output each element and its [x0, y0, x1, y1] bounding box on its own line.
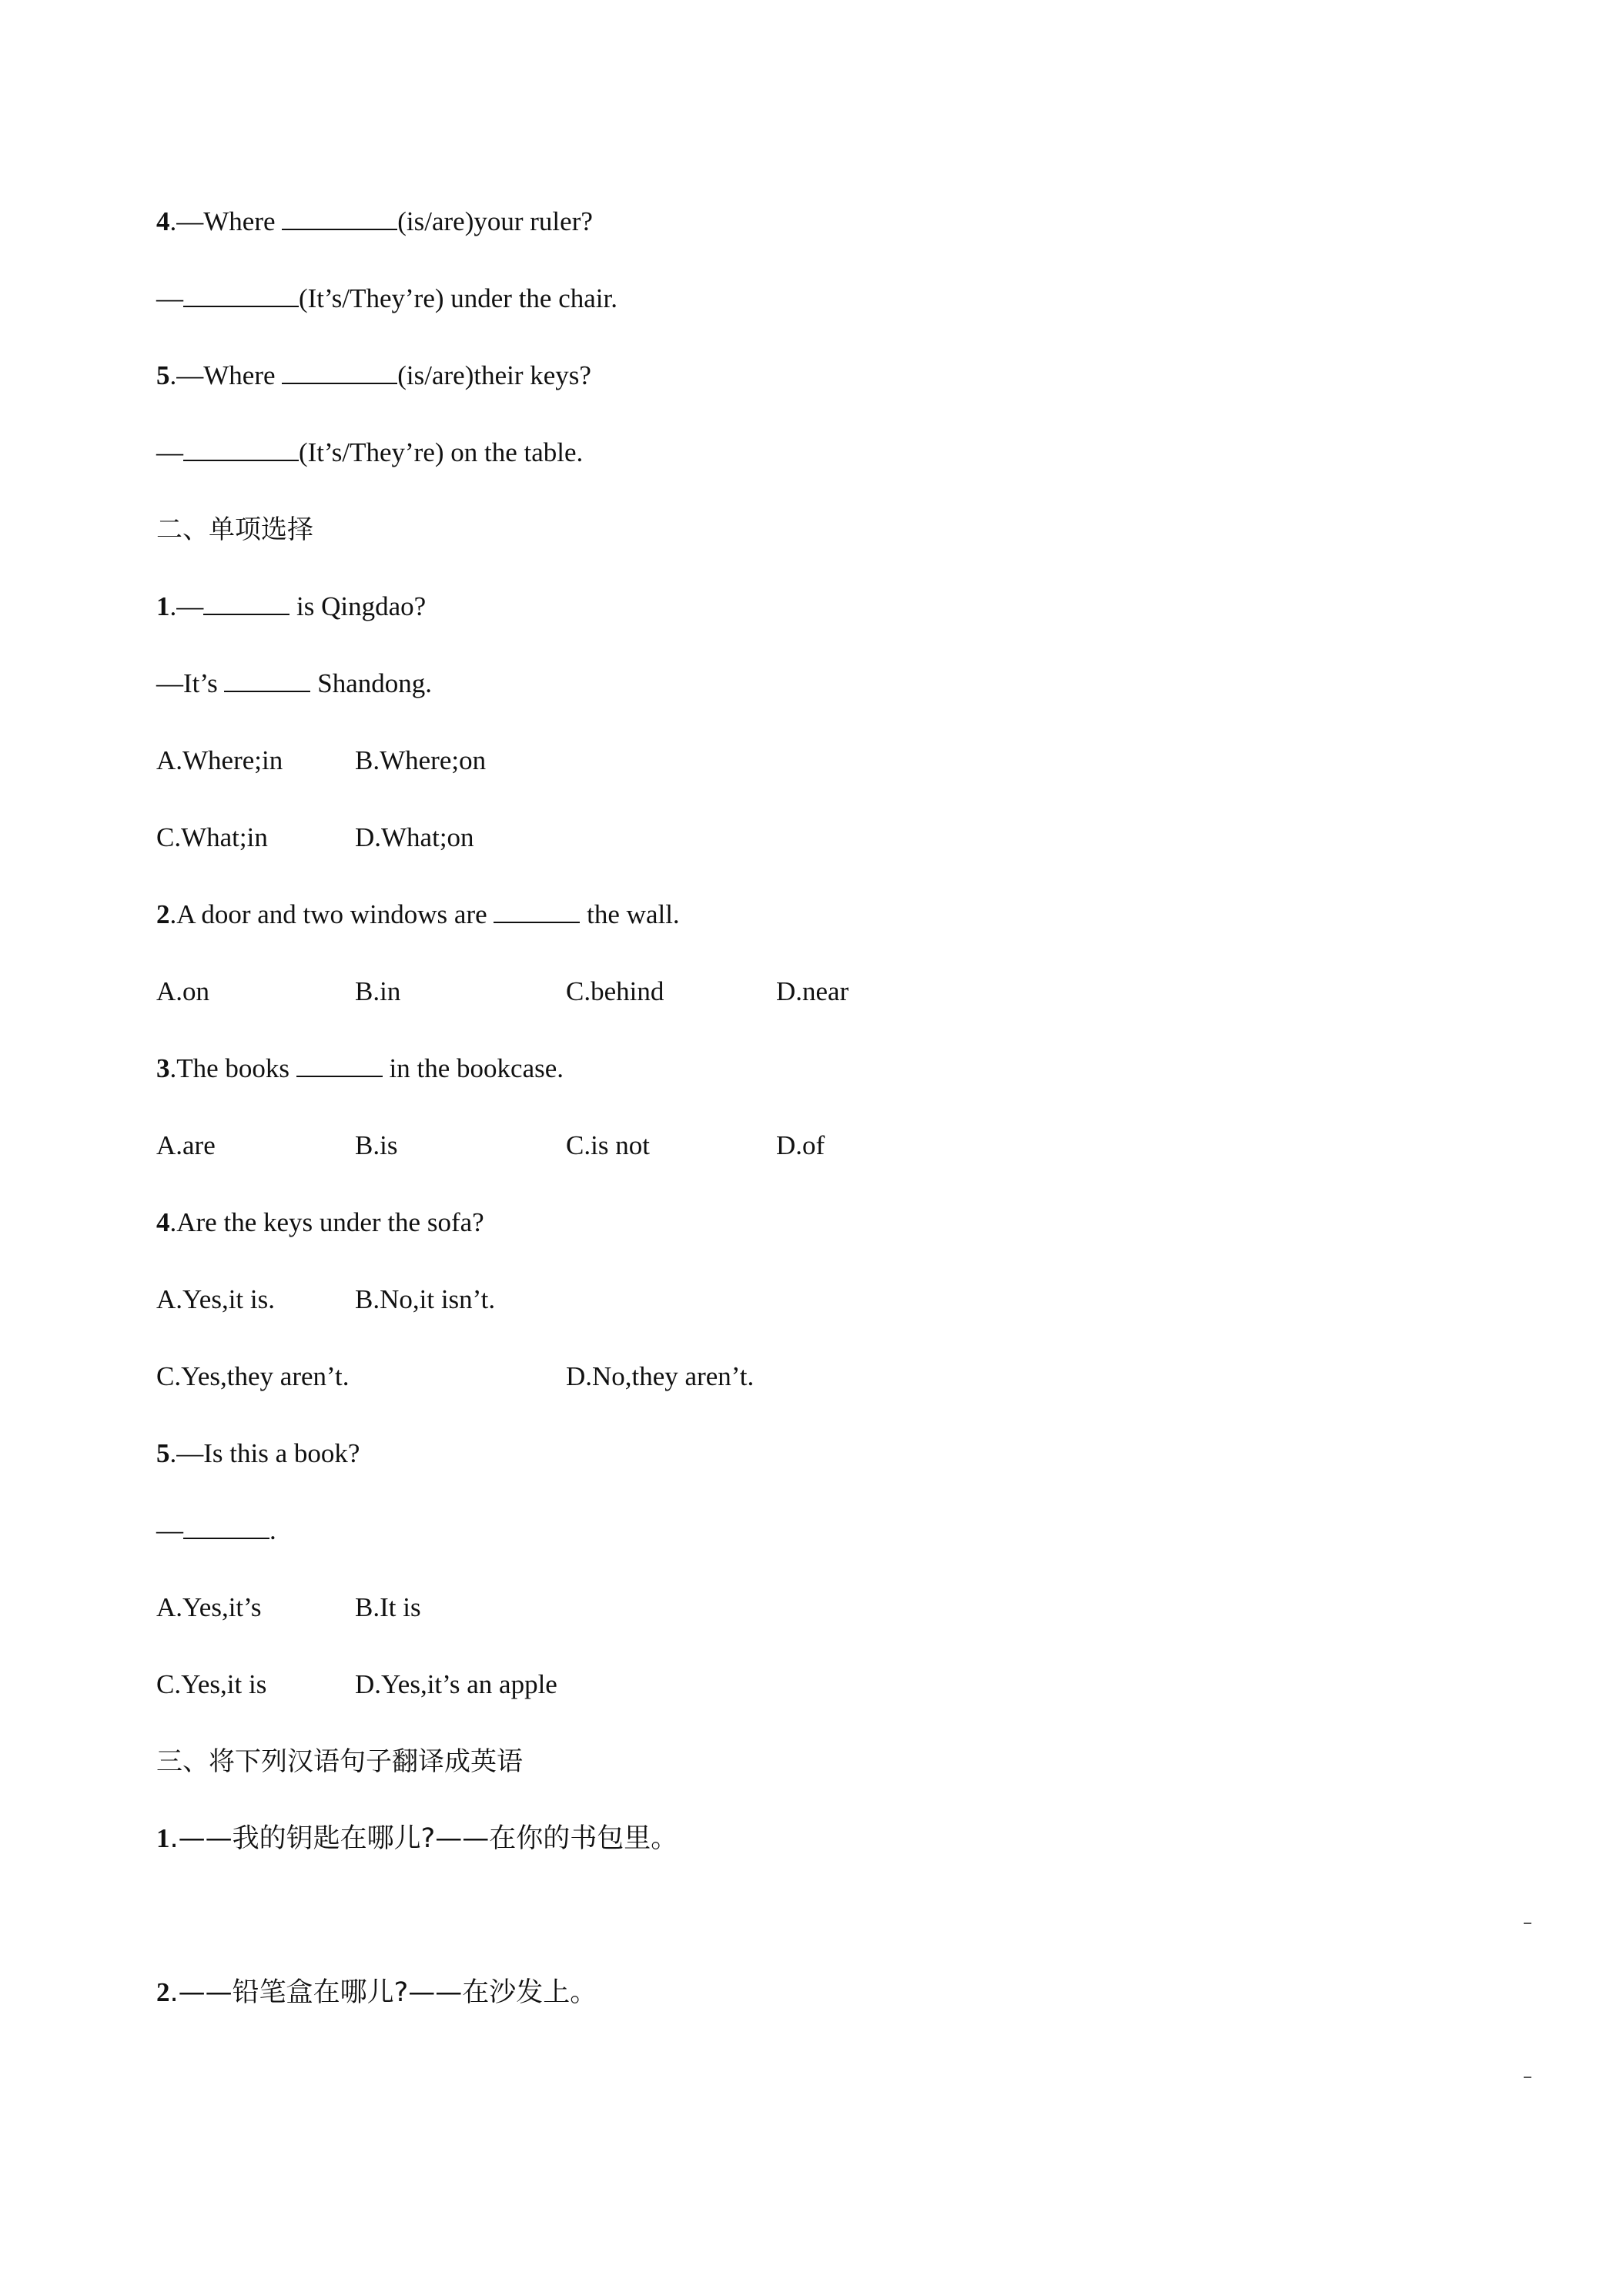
mc-question-1-line1 — [156, 590, 426, 624]
option-a[interactable]: A.Yes,it’s — [156, 1592, 262, 1622]
option-b[interactable]: B.Where;on — [355, 745, 487, 775]
answer-blank[interactable] — [183, 1514, 269, 1539]
question-number: 5 — [156, 360, 170, 390]
dash: — — [156, 437, 183, 467]
fill-question-4-line2 — [156, 282, 617, 316]
option-d[interactable]: D.Yes,it’s an apple — [355, 1669, 557, 1699]
question-text: .—Is this a book? — [169, 1438, 360, 1468]
question-text: (is/are)your ruler? — [397, 206, 593, 236]
section-heading-multiple-choice: 二、单项选择 — [156, 514, 313, 545]
question-text: .——铅笔盒在哪儿?——在沙发上。 — [169, 1977, 597, 2008]
answer-line-end-mark — [1524, 1923, 1531, 1924]
section-heading-translation: 三、将下列汉语句子翻译成英语 — [156, 1746, 523, 1777]
option-d[interactable]: D.of — [776, 1130, 825, 1160]
question-text: in the bookcase. — [382, 1053, 564, 1083]
question-text: the wall. — [580, 899, 680, 929]
mc-question-3 — [156, 1052, 564, 1086]
question-number: 3 — [156, 1053, 170, 1083]
answer-blank[interactable] — [296, 1053, 383, 1077]
mc-question-1-line2 — [156, 667, 432, 701]
dash: — — [156, 283, 183, 313]
question-text: . — [269, 1515, 276, 1545]
answer-blank[interactable] — [203, 591, 289, 615]
fill-question-5-line2 — [156, 436, 583, 470]
fill-question-4-line1 — [156, 205, 593, 239]
question-text: .—Where — [169, 360, 283, 390]
translation-question-1 — [156, 1822, 678, 1856]
mc-question-5-line2 — [156, 1514, 276, 1548]
option-a[interactable]: A.are — [156, 1130, 216, 1160]
option-b[interactable]: B.in — [355, 976, 401, 1006]
mc-question-2 — [156, 898, 680, 932]
question-text: Shandong. — [310, 668, 432, 698]
answer-blank[interactable] — [494, 899, 580, 923]
option-c[interactable]: C.Yes,it is — [156, 1669, 267, 1699]
question-text: .A door and two windows are — [169, 899, 494, 929]
question-text: (It’s/They’re) under the chair. — [299, 283, 617, 313]
answer-blank[interactable] — [183, 283, 299, 307]
question-number: 2 — [156, 899, 170, 929]
question-number: 4 — [156, 206, 170, 236]
mc-question-5-line1 — [156, 1437, 360, 1471]
question-text: (It’s/They’re) on the table. — [299, 437, 584, 467]
dash: — — [156, 1515, 183, 1545]
answer-blank[interactable] — [282, 360, 397, 384]
answer-blank[interactable] — [183, 437, 299, 461]
option-c[interactable]: C.is not — [566, 1130, 650, 1160]
question-text: .—Where — [169, 206, 283, 236]
mc-question-4 — [156, 1206, 484, 1240]
question-number: 2 — [156, 1977, 170, 2007]
option-d[interactable]: D.near — [776, 976, 849, 1006]
question-text: —It’s — [156, 668, 225, 698]
answer-line-end-mark — [1524, 2077, 1531, 2078]
question-text: .Are the keys under the sofa? — [169, 1207, 484, 1237]
option-a[interactable]: A.on — [156, 976, 210, 1006]
option-c[interactable]: C.What;in — [156, 822, 268, 852]
option-a[interactable]: A.Yes,it is. — [156, 1284, 275, 1314]
question-number: 5 — [156, 1438, 170, 1468]
option-d[interactable]: D.What;on — [355, 822, 474, 852]
option-b[interactable]: B.It is — [355, 1592, 421, 1622]
option-a[interactable]: A.Where;in — [156, 745, 283, 775]
question-text: .— — [169, 591, 204, 621]
question-number: 4 — [156, 1207, 170, 1237]
question-text: .——我的钥匙在哪儿?——在你的书包里。 — [169, 1823, 678, 1854]
option-c[interactable]: C.Yes,they aren’t. — [156, 1361, 350, 1391]
option-b[interactable]: B.is — [355, 1130, 398, 1160]
fill-question-5-line1 — [156, 359, 591, 393]
option-b[interactable]: B.No,it isn’t. — [355, 1284, 496, 1314]
question-number: 1 — [156, 1823, 170, 1853]
option-d[interactable]: D.No,they aren’t. — [566, 1361, 755, 1391]
question-text: (is/are)their keys? — [397, 360, 591, 390]
question-number: 1 — [156, 591, 170, 621]
answer-blank[interactable] — [224, 668, 310, 692]
answer-blank[interactable] — [282, 206, 397, 230]
translation-question-2 — [156, 1976, 597, 2010]
option-c[interactable]: C.behind — [566, 976, 664, 1006]
question-text: .The books — [169, 1053, 296, 1083]
question-text: is Qingdao? — [289, 591, 427, 621]
